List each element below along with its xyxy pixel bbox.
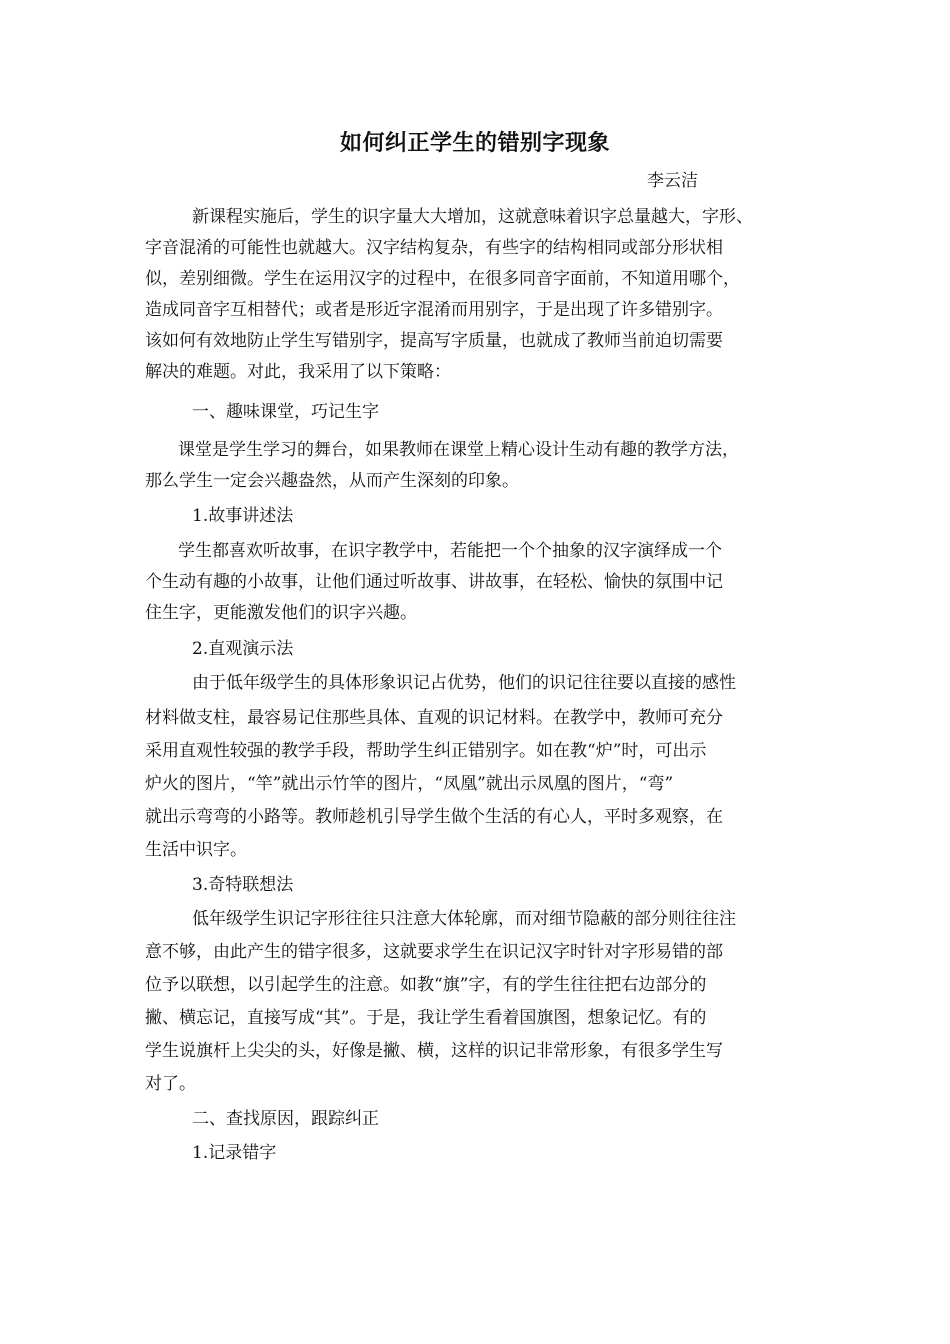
text-line: 住生字，更能激发他们的识字兴趣。 [145, 603, 417, 623]
text-line: 字音混淆的可能性也就越大。汉字结构复杂，有些字的结构相同或部分形状相 [145, 238, 723, 258]
text-line: 解决的难题。对此，我采用了以下策略： [145, 362, 451, 382]
text-line: 意不够，由此产生的错字很多，这就要求学生在识记汉字时针对字形易错的部 [145, 942, 723, 962]
text-line: 造成同音字互相替代；或者是形近字混淆而用别字，于是出现了许多错别字。 [145, 300, 723, 320]
text-line: 课堂是学生学习的舞台，如果教师在课堂上精心设计生动有趣的教学方法， [178, 440, 739, 460]
subsection-heading: 3.奇特联想法 [192, 875, 294, 895]
text-line: 个生动有趣的小故事，让他们通过听故事、讲故事，在轻松、愉快的氛围中记 [145, 572, 723, 592]
subsection-heading: 1.记录错字 [192, 1143, 277, 1163]
text-line: 采用直观性较强的教学手段，帮助学生纠正错别字。如在教“炉”时，可出示 [145, 741, 707, 761]
text-line: 新课程实施后，学生的识字量大大增加，这就意味着识字总量越大，字形、 [192, 207, 753, 227]
text-line: 学生都喜欢听故事，在识字教学中，若能把一个个抽象的汉字演绎成一个 [178, 541, 722, 561]
text-line: 那么学生一定会兴趣盎然，从而产生深刻的印象。 [145, 471, 519, 491]
text-line: 就出示弯弯的小路等。教师趁机引导学生做个生活的有心人，平时多观察，在 [145, 807, 723, 827]
document-title: 如何纠正学生的错别字现象 [339, 131, 610, 156]
text-line: 撇、横忘记，直接写成“其”。于是，我让学生看着国旗图，想象记忆。有的 [145, 1008, 707, 1028]
text-line: 低年级学生识记字形往往只注意大体轮廓，而对细节隐蔽的部分则往往注 [192, 909, 736, 929]
text-line: 对了。 [145, 1074, 196, 1094]
text-line: 炉火的图片，“竿”就出示竹竿的图片，“凤凰”就出示凤凰的图片，“弯” [145, 774, 674, 794]
text-line: 材料做支柱，最容易记住那些具体、直观的识记材料。在教学中，教师可充分 [145, 708, 723, 728]
text-line: 似，差别细微。学生在运用汉字的过程中，在很多同音字面前，不知道用哪个， [145, 269, 740, 289]
document-author: 李云洁 [647, 171, 698, 191]
subsection-heading: 2.直观演示法 [192, 639, 294, 659]
section-heading: 一、趣味课堂，巧记生字 [192, 402, 379, 422]
text-line: 生活中识字。 [145, 840, 247, 860]
text-line: 学生说旗杆上尖尖的头，好像是撇、横，这样的识记非常形象，有很多学生写 [145, 1041, 723, 1061]
subsection-heading: 1.故事讲述法 [192, 506, 294, 526]
text-line: 由于低年级学生的具体形象识记占优势，他们的识记往往要以直接的感性 [192, 673, 736, 693]
section-heading: 二、查找原因，跟踪纠正 [192, 1109, 379, 1129]
text-line: 该如何有效地防止学生写错别字，提高写字质量，也就成了教师当前迫切需要 [145, 331, 723, 351]
text-line: 位予以联想，以引起学生的注意。如教“旗”字，有的学生往往把右边部分的 [145, 975, 707, 995]
